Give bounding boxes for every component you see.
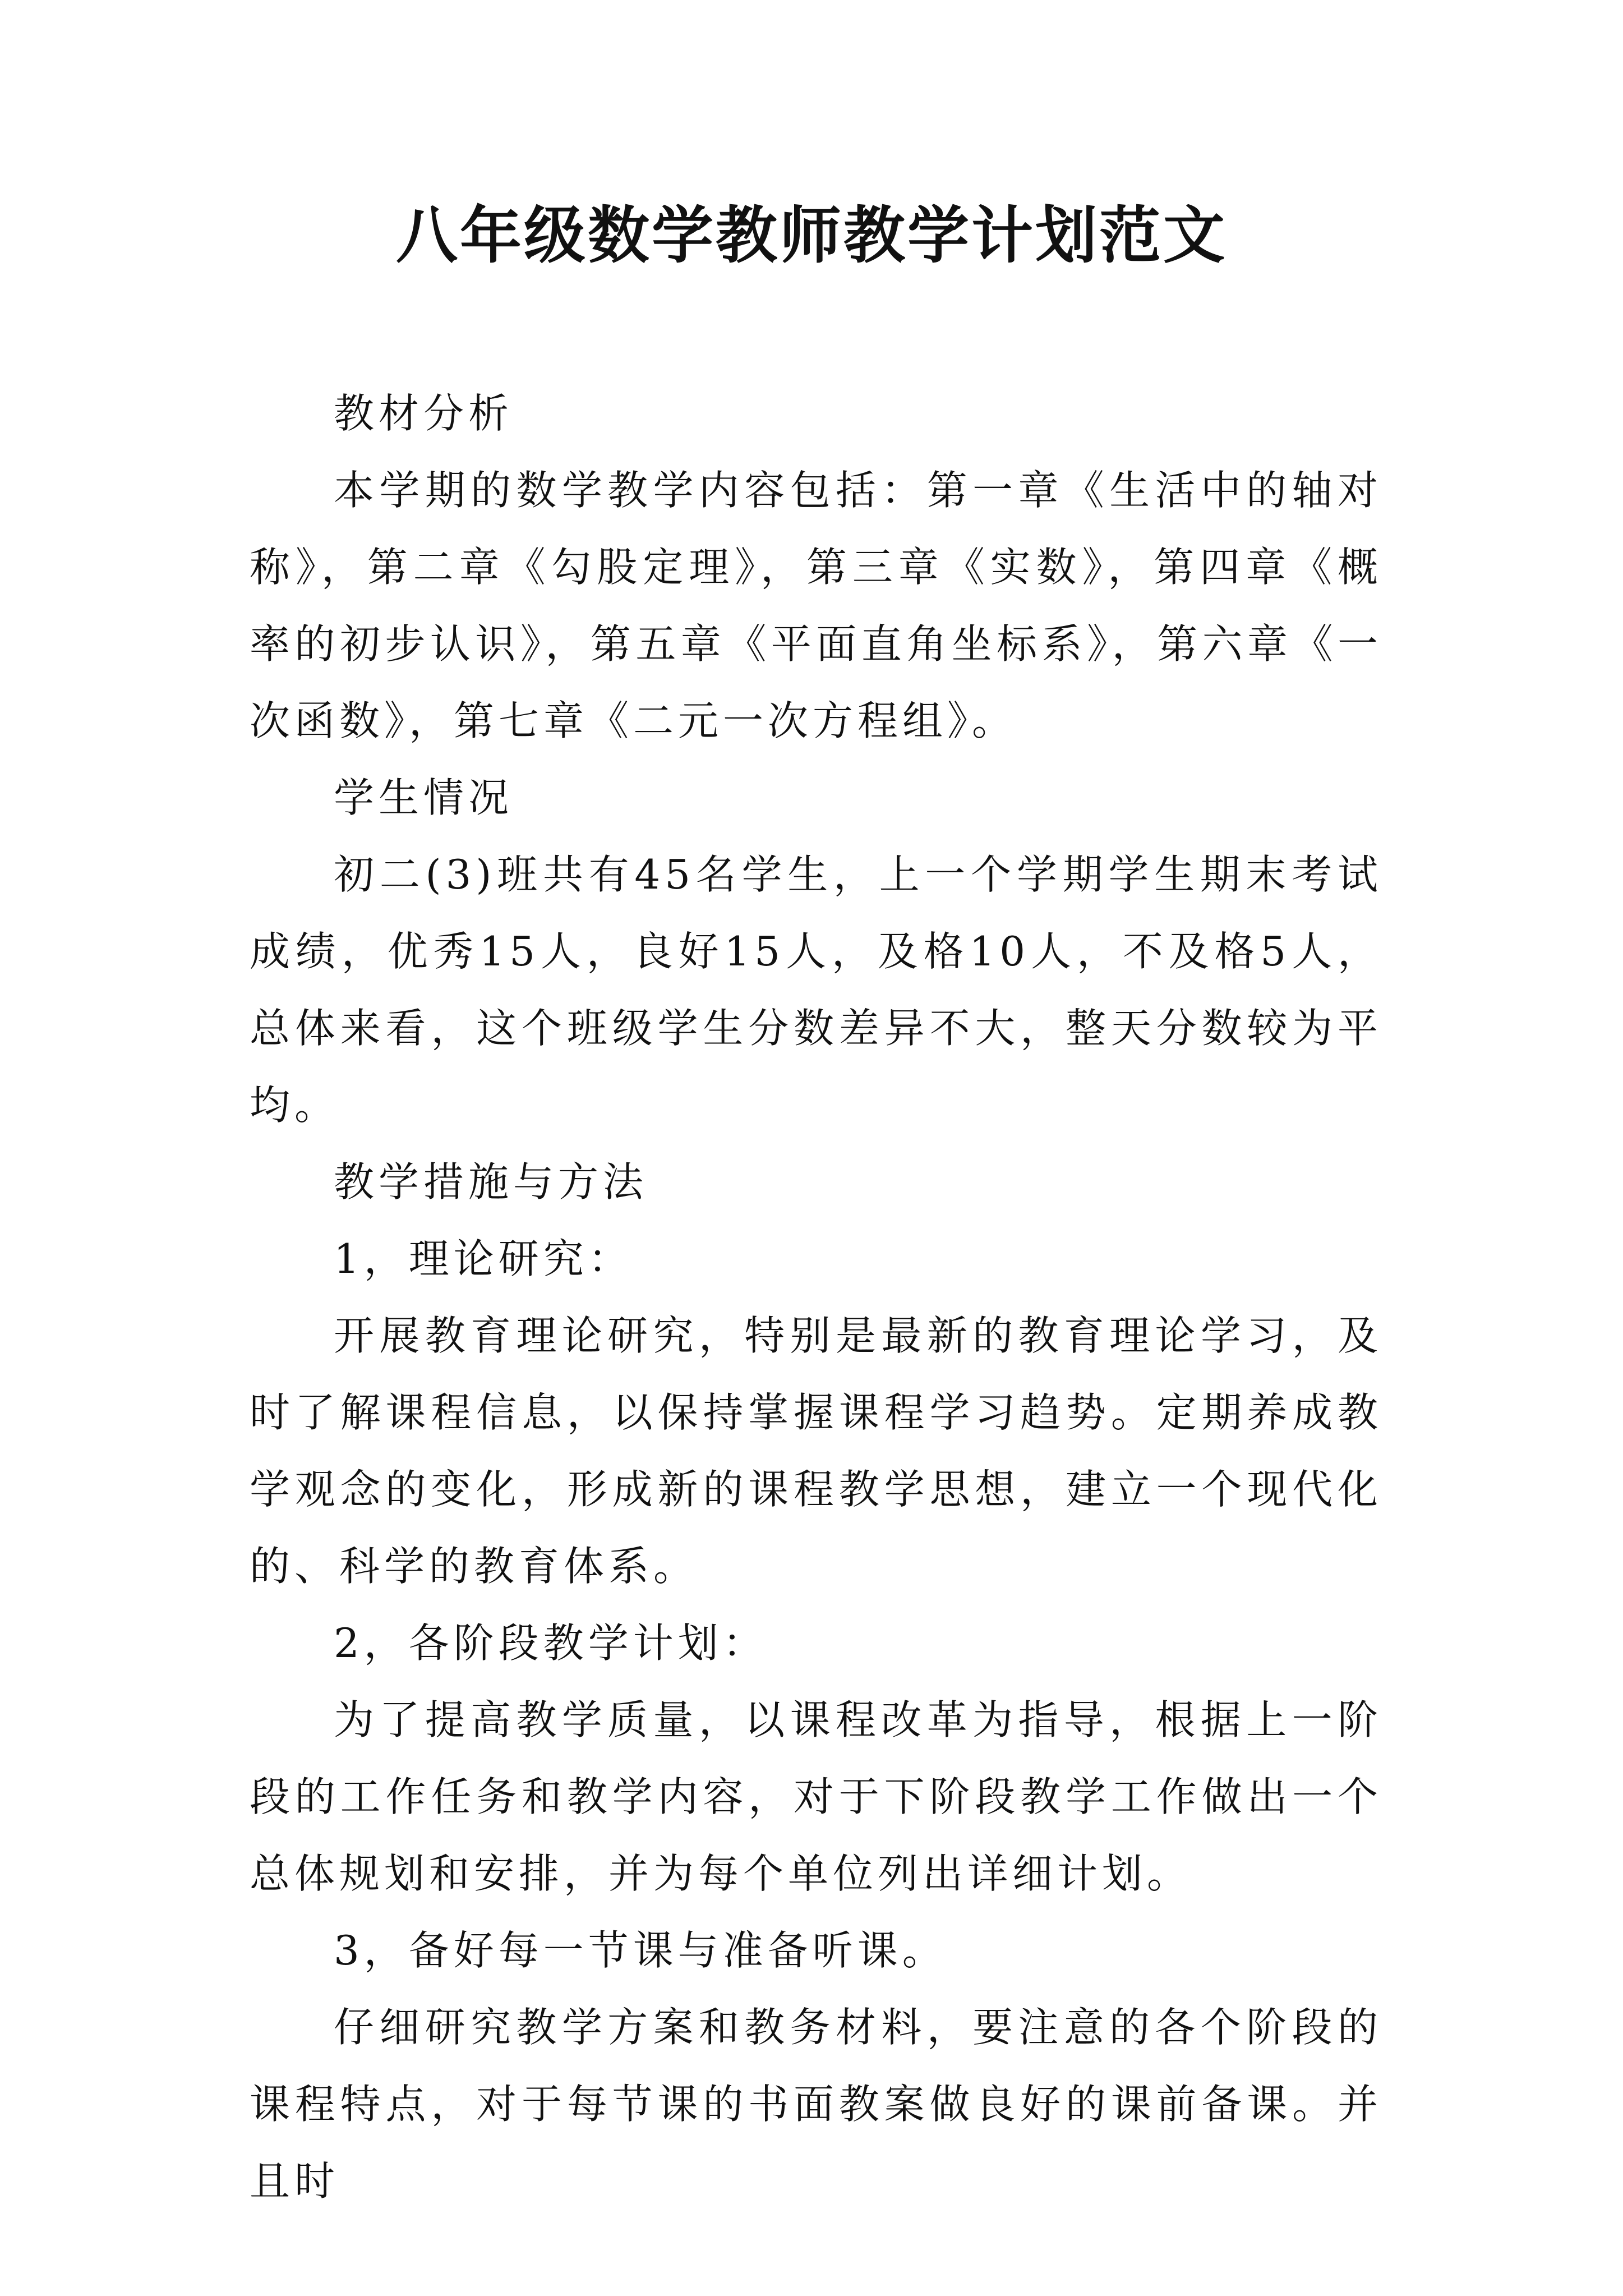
item-heading-stage-plans: 2，各阶段教学计划：	[334, 1619, 768, 1667]
paragraph-lesson-preparation: 仔细研究教学方案和教务材料，要注意的各个阶段的课程特点，对于每节课的书面教案做良好的课前备课。并且时	[250, 2004, 1382, 2205]
paragraph-textbook-content: 本学期的数学教学内容包括：第一章《生活中的轴对称》，第二章《勾股定理》，第三章《实数》，第四章《概率的初步认识》，第五章《平面直角坐标系》，第六章《一次函数》，第七章《二元一次方程组》。	[250, 467, 1382, 744]
paragraph-student-scores: 初二(3)班共有45名学生，上一个学期学生期末考试成绩，优秀15人，良好15人，及格10人，不及格5人，总体来看，这个班级学生分数差异不大，整天分数较为平均。	[250, 851, 1382, 1129]
document-title: 八年级数学教师教学计划范文	[396, 199, 1227, 272]
paragraph-stage-plans: 为了提高教学质量，以课程改革为指导，根据上一阶段的工作任务和教学内容，对于下阶段教学工作做出一个总体规划和安排，并为每个单位列出详细计划。	[250, 1696, 1382, 1897]
section-heading-teaching-methods: 教学措施与方法	[334, 1158, 648, 1205]
item-heading-theory-research: 1，理论研究：	[334, 1235, 633, 1282]
paragraph-theory-research: 开展教育理论研究，特别是最新的教育理论学习，及时了解课程信息，以保持掌握课程学习趋势。定期养成教学观念的变化，形成新的课程教学思想，建立一个现代化的、科学的教育体系。	[250, 1312, 1382, 1590]
document-body	[250, 375, 1382, 2220]
item-heading-lesson-preparation: 3，备好每一节课与准备听课。	[334, 1927, 947, 1974]
section-heading-textbook-analysis: 教材分析	[334, 390, 514, 437]
section-heading-student-situation: 学生情况	[334, 774, 514, 821]
